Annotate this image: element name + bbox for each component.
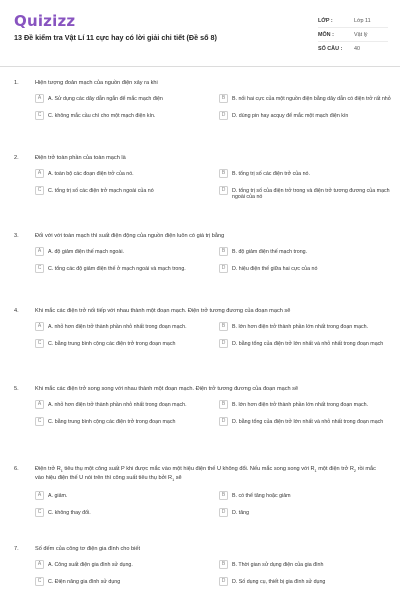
option-letter-badge: A	[35, 491, 44, 500]
option-letter-badge: C	[35, 264, 44, 273]
option-letter-badge: B	[219, 400, 228, 409]
answer-option[interactable]	[219, 187, 399, 201]
option-letter-badge: A	[35, 560, 44, 569]
option-letter-badge: C	[35, 577, 44, 586]
question-text: Hiện tượng đoản mạch của nguồn điện xảy ra khi	[35, 80, 158, 86]
option-text: D. tăng	[232, 509, 250, 516]
option-text: C. bằng trung bình cộng các điện trở trong đoạn mạch	[48, 340, 176, 347]
question-number: 6.	[14, 466, 19, 472]
header-divider	[0, 66, 400, 67]
meta-panel	[318, 14, 388, 56]
answer-option[interactable]	[35, 418, 215, 426]
option-text: D. bằng tổng của điện trở lớn nhất và nhỏ nhất trong đoạn mạch	[232, 340, 384, 347]
answer-option[interactable]	[35, 509, 215, 517]
answer-option[interactable]	[35, 340, 215, 348]
option-letter-badge: A	[35, 322, 44, 331]
option-letter-badge: B	[219, 169, 228, 178]
option-text: D. hiệu điện thế giữa hai cực của nó	[232, 265, 318, 272]
option-text: D. Số dụng cụ, thiết bị gia đình sử dụng	[232, 578, 326, 585]
meta-label: SỐ CÂU :	[318, 46, 343, 52]
question-number: 7.	[14, 546, 19, 552]
option-text: A. toàn bộ các đoạn điện trở của nó.	[48, 170, 134, 177]
option-letter-badge: D	[219, 577, 228, 586]
option-text: C. tổng trị số các điện trở mạch ngoài của nó	[48, 187, 154, 194]
option-letter-badge: A	[35, 247, 44, 256]
answer-option[interactable]	[219, 112, 399, 120]
answer-option[interactable]	[35, 401, 215, 409]
option-text: A. Sử dụng các dây dẫn ngắn để mắc mạch điện	[48, 95, 163, 102]
answer-option[interactable]	[219, 492, 399, 500]
option-letter-badge: B	[219, 491, 228, 500]
option-letter-badge: C	[35, 186, 44, 195]
answer-option[interactable]	[35, 323, 215, 331]
answer-option[interactable]	[219, 401, 399, 409]
question-item	[0, 80, 400, 155]
page-title: 13 Đề kiểm tra Vật Lí 11 cực hay có lời giải chi tiết (Đề số 8)	[14, 33, 217, 42]
meta-value: Lớp 11	[354, 17, 371, 24]
quizizz-logo: Quizizz	[14, 12, 76, 30]
option-text: A. nhỏ hơn điện trở thành phần nhỏ nhất trong đoạn mạch.	[48, 401, 187, 408]
question-text: Đối với với toàn mạch thì suất điện động của nguồn điện luôn có giá trị bằng	[35, 233, 225, 239]
option-text: B. lớn hơn điện trở thành phần lớn nhất trong đoạn mạch.	[232, 323, 369, 330]
answer-option[interactable]	[35, 578, 215, 586]
question-item	[0, 155, 400, 233]
question-item	[0, 466, 400, 546]
answer-option[interactable]	[219, 95, 399, 103]
question-item	[0, 233, 400, 308]
meta-row-count	[318, 42, 388, 56]
meta-row-class	[318, 14, 388, 28]
answer-option[interactable]	[219, 418, 399, 426]
question-list	[0, 80, 400, 600]
question-text: Điện trở $R_1$ tiêu thụ một công suất P khi được mắc vào một hiệu điện thế U không đổi. Nếu mắc song song với $R_1$ một điện trở $R_2$ rồi mắc vào hiệu điện thế U nói trên thì công suất tiêu thụ bởi $R_1$ sẽ	[35, 466, 376, 483]
meta-value: 40	[354, 46, 360, 52]
answer-option[interactable]	[219, 248, 399, 256]
option-letter-badge: B	[219, 94, 228, 103]
answer-option[interactable]	[219, 561, 399, 569]
option-letter-badge: D	[219, 417, 228, 426]
option-text: D. bằng tổng của điện trở lớn nhất và nhỏ nhất trong đoạn mạch	[232, 418, 384, 425]
meta-label: MÔN :	[318, 31, 334, 38]
option-text: D. tổng trị số của điện trở trong và điện trở tương đương của mạch ngoài của nó	[232, 187, 390, 201]
question-number: 1.	[14, 80, 19, 86]
option-letter-badge: C	[35, 111, 44, 120]
answer-option[interactable]	[219, 578, 399, 586]
answer-option[interactable]	[35, 95, 215, 103]
option-letter-badge: C	[35, 508, 44, 517]
option-letter-badge: C	[35, 417, 44, 426]
option-text: A. độ giảm điện thế mạch ngoài.	[48, 248, 124, 255]
answer-option[interactable]	[35, 112, 215, 120]
option-text: C. Điện năng gia đình sử dụng	[48, 578, 121, 585]
option-letter-badge: D	[219, 186, 228, 195]
option-letter-badge: B	[219, 322, 228, 331]
option-letter-badge: A	[35, 94, 44, 103]
answer-option[interactable]	[35, 492, 215, 500]
meta-label: LỚP :	[318, 17, 333, 24]
option-letter-badge: D	[219, 508, 228, 517]
question-item	[0, 546, 400, 600]
option-text: A. giảm.	[48, 492, 68, 499]
question-number: 3.	[14, 233, 19, 239]
answer-option[interactable]	[35, 248, 215, 256]
question-text: Khi mắc các điện trở nối tiếp với nhau thành một đoạn mạch. Điện trở tương đương của đoạn mạch sẽ	[35, 308, 291, 314]
meta-row-subject	[318, 28, 388, 42]
option-letter-badge: D	[219, 264, 228, 273]
answer-option[interactable]	[219, 323, 399, 331]
option-text: C. không mắc cầu chì cho một mạch điện kín.	[48, 112, 156, 119]
option-text: C. không thay đổi.	[48, 509, 91, 516]
option-letter-badge: A	[35, 169, 44, 178]
option-text: D. dùng pin hay acquy để mắc một mạch điện kín	[232, 112, 349, 119]
option-letter-badge: D	[219, 111, 228, 120]
answer-option[interactable]	[219, 340, 399, 348]
answer-option[interactable]	[35, 170, 215, 178]
question-text: Điện trở toàn phần của toàn mạch là	[35, 155, 126, 161]
option-letter-badge: A	[35, 400, 44, 409]
option-text: B. có thể tăng hoặc giảm	[232, 492, 291, 499]
answer-option[interactable]	[219, 170, 399, 178]
question-item	[0, 386, 400, 466]
answer-option[interactable]	[219, 265, 399, 273]
option-text: B. lớn hơn điện trở thành phần lớn nhất trong đoạn mạch.	[232, 401, 369, 408]
option-text: B. tổng trị số các điện trở của nó.	[232, 170, 310, 177]
option-text: A. nhỏ hơn điện trở thành phần nhỏ nhất trong đoạn mạch.	[48, 323, 187, 330]
option-text: A. Công suất điện gia đình sử dụng.	[48, 561, 133, 568]
question-text: Số đếm của công tơ điện gia đình cho biết	[35, 546, 141, 552]
option-letter-badge: B	[219, 247, 228, 256]
option-text: C. tổng các độ giảm điện thế ở mạch ngoài và mạch trong.	[48, 265, 186, 272]
answer-option[interactable]	[35, 561, 215, 569]
question-number: 5.	[14, 386, 19, 392]
option-text: B. nối hai cực của một nguồn điện bằng dây dẫn có điện trở rất nhỏ	[232, 95, 391, 102]
option-text: B. độ giảm điện thế mạch trong.	[232, 248, 308, 255]
answer-option[interactable]	[219, 509, 399, 517]
option-letter-badge: D	[219, 339, 228, 348]
answer-option[interactable]	[35, 187, 215, 201]
question-item	[0, 308, 400, 386]
option-text: C. bằng trung bình cộng các điện trở trong đoạn mạch	[48, 418, 176, 425]
meta-value: Vật lý	[354, 31, 368, 38]
question-text: Khi mắc các điện trở song song với nhau thành một đoạn mạch. Điện trở tương đương của đoạn mạch sẽ	[35, 386, 299, 392]
option-letter-badge: C	[35, 339, 44, 348]
answer-option[interactable]	[35, 265, 215, 273]
question-number: 4.	[14, 308, 19, 314]
option-letter-badge: B	[219, 560, 228, 569]
option-text: B. Thời gian sử dụng điện của gia đình	[232, 561, 324, 568]
question-number: 2.	[14, 155, 19, 161]
